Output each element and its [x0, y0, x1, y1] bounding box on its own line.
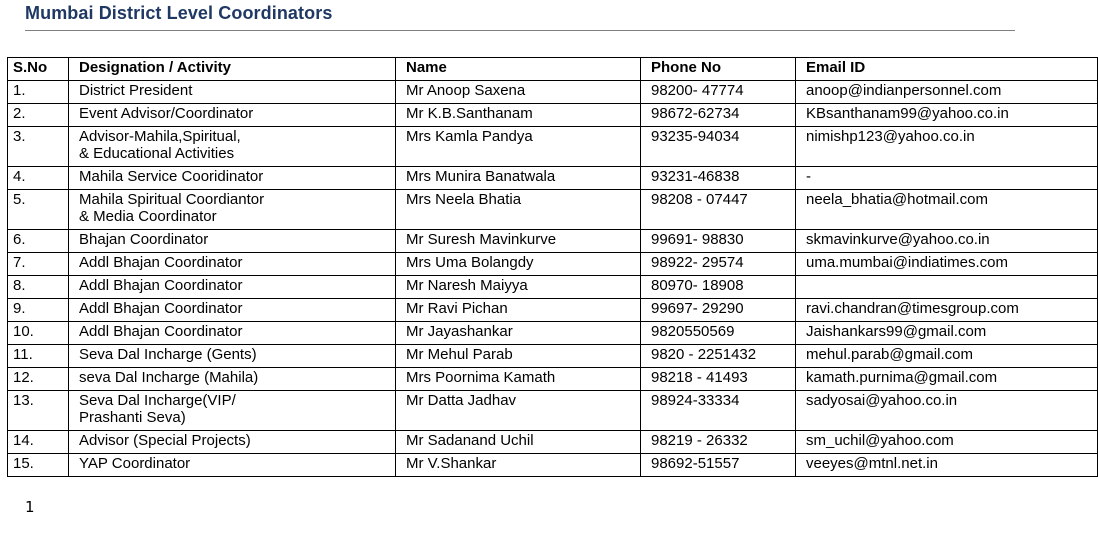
cell-name: Mrs Uma Bolangdy: [396, 253, 641, 276]
cell-phone: 98208 - 07447: [641, 190, 796, 230]
table-row: [8, 127, 1098, 167]
column-header-sno: S.No: [8, 58, 69, 81]
cell-name: Mr Naresh Maiyya: [396, 276, 641, 299]
cell-designation: [69, 127, 396, 167]
table-row: [8, 167, 1098, 190]
cell-phone: 98924-33334: [641, 391, 796, 431]
designation-line: seva Dal Incharge (Mahila): [79, 369, 259, 386]
cell-email: veeyes@mtnl.net.in: [796, 454, 1098, 477]
designation-line: & Educational Activities: [79, 145, 235, 162]
table-row: [8, 276, 1098, 299]
table-row: [8, 81, 1098, 104]
cell-sno: 9.: [8, 299, 69, 322]
cell-phone: 98922- 29574: [641, 253, 796, 276]
designation-line: Prashanti Seva): [79, 409, 186, 426]
table-body: [8, 81, 1098, 477]
cell-sno: 4.: [8, 167, 69, 190]
designation-line: Event Advisor/Coordinator: [79, 105, 254, 122]
cell-designation: [69, 345, 396, 368]
cell-phone: 98200- 47774: [641, 81, 796, 104]
cell-phone: 98219 - 26332: [641, 431, 796, 454]
cell-email: skmavinkurve@yahoo.co.in: [796, 230, 1098, 253]
cell-designation: [69, 81, 396, 104]
page-title: Mumbai District Level Coordinators: [25, 3, 333, 23]
cell-email: [796, 276, 1098, 299]
cell-sno: 5.: [8, 190, 69, 230]
cell-sno: 13.: [8, 391, 69, 431]
coordinators-table: [7, 57, 1098, 477]
page-number: 1: [25, 498, 35, 516]
cell-phone: 93235-94034: [641, 127, 796, 167]
cell-designation: [69, 167, 396, 190]
title-divider: [25, 30, 1015, 31]
cell-sno: 15.: [8, 454, 69, 477]
cell-sno: 1.: [8, 81, 69, 104]
cell-email: Jaishankars99@gmail.com: [796, 322, 1098, 345]
cell-designation: [69, 368, 396, 391]
designation-line: Seva Dal Incharge (Gents): [79, 346, 257, 363]
designation-line: YAP Coordinator: [79, 455, 191, 472]
table-row: [8, 345, 1098, 368]
table-row: [8, 431, 1098, 454]
cell-sno: 8.: [8, 276, 69, 299]
cell-phone: 80970- 18908: [641, 276, 796, 299]
cell-designation: [69, 253, 396, 276]
cell-name: Mr Datta Jadhav: [396, 391, 641, 431]
designation-line: Addl Bhajan Coordinator: [79, 277, 243, 294]
cell-name: Mrs Poornima Kamath: [396, 368, 641, 391]
cell-name: Mr V.Shankar: [396, 454, 641, 477]
designation-line: Mahila Spiritual Coordiantor: [79, 191, 265, 208]
cell-email: KBsanthanam99@yahoo.co.in: [796, 104, 1098, 127]
cell-designation: [69, 454, 396, 477]
table-row: [8, 299, 1098, 322]
cell-sno: 2.: [8, 104, 69, 127]
table-header-row: [8, 58, 1098, 81]
table-row: [8, 104, 1098, 127]
cell-email: anoop@indianpersonnel.com: [796, 81, 1098, 104]
cell-name: Mrs Neela Bhatia: [396, 190, 641, 230]
designation-line: Addl Bhajan Coordinator: [79, 323, 243, 340]
cell-email: nimishp123@yahoo.co.in: [796, 127, 1098, 167]
cell-email: sadyosai@yahoo.co.in: [796, 391, 1098, 431]
table-row: [8, 368, 1098, 391]
cell-email: uma.mumbai@indiatimes.com: [796, 253, 1098, 276]
table-row: [8, 454, 1098, 477]
cell-email: ravi.chandran@timesgroup.com: [796, 299, 1098, 322]
cell-name: Mr Suresh Mavinkurve: [396, 230, 641, 253]
cell-designation: [69, 391, 396, 431]
cell-phone: 93231-46838: [641, 167, 796, 190]
cell-name: Mr Anoop Saxena: [396, 81, 641, 104]
cell-name: Mr Ravi Pichan: [396, 299, 641, 322]
table-row: [8, 391, 1098, 431]
table-row: [8, 190, 1098, 230]
cell-designation: [69, 276, 396, 299]
cell-phone: 98672-62734: [641, 104, 796, 127]
table-row: [8, 253, 1098, 276]
cell-email: sm_uchil@yahoo.com: [796, 431, 1098, 454]
cell-sno: 10.: [8, 322, 69, 345]
column-header-name: Name: [396, 58, 641, 81]
cell-sno: 14.: [8, 431, 69, 454]
cell-sno: 3.: [8, 127, 69, 167]
cell-phone: 98218 - 41493: [641, 368, 796, 391]
column-header-phone: Phone No: [641, 58, 796, 81]
cell-designation: [69, 104, 396, 127]
cell-designation: [69, 322, 396, 345]
cell-designation: [69, 299, 396, 322]
cell-name: Mr Jayashankar: [396, 322, 641, 345]
designation-line: Advisor (Special Projects): [79, 432, 251, 449]
cell-sno: 11.: [8, 345, 69, 368]
cell-sno: 6.: [8, 230, 69, 253]
cell-email: -: [796, 167, 1098, 190]
cell-designation: [69, 431, 396, 454]
designation-line: Mahila Service Cooridinator: [79, 168, 264, 185]
designation-line: Addl Bhajan Coordinator: [79, 300, 243, 317]
cell-sno: 7.: [8, 253, 69, 276]
cell-phone: 9820550569: [641, 322, 796, 345]
cell-phone: 98692-51557: [641, 454, 796, 477]
cell-email: kamath.purnima@gmail.com: [796, 368, 1098, 391]
cell-designation: [69, 230, 396, 253]
cell-name: Mr K.B.Santhanam: [396, 104, 641, 127]
column-header-email: Email ID: [796, 58, 1098, 81]
cell-designation: [69, 190, 396, 230]
cell-phone: 99691- 98830: [641, 230, 796, 253]
column-header-designation: Designation / Activity: [69, 58, 396, 81]
cell-name: Mrs Kamla Pandya: [396, 127, 641, 167]
designation-line: & Media Coordinator: [79, 208, 217, 225]
cell-sno: 12.: [8, 368, 69, 391]
designation-line: Advisor-Mahila,Spiritual,: [79, 128, 241, 145]
designation-line: Addl Bhajan Coordinator: [79, 254, 243, 271]
cell-phone: 9820 - 2251432: [641, 345, 796, 368]
cell-name: Mr Mehul Parab: [396, 345, 641, 368]
designation-line: Seva Dal Incharge(VIP/: [79, 392, 236, 409]
table-row: [8, 230, 1098, 253]
table-row: [8, 322, 1098, 345]
cell-name: Mr Sadanand Uchil: [396, 431, 641, 454]
cell-email: mehul.parab@gmail.com: [796, 345, 1098, 368]
cell-email: neela_bhatia@hotmail.com: [796, 190, 1098, 230]
designation-line: Bhajan Coordinator: [79, 231, 209, 248]
cell-phone: 99697- 29290: [641, 299, 796, 322]
designation-line: District President: [79, 82, 193, 99]
cell-name: Mrs Munira Banatwala: [396, 167, 641, 190]
